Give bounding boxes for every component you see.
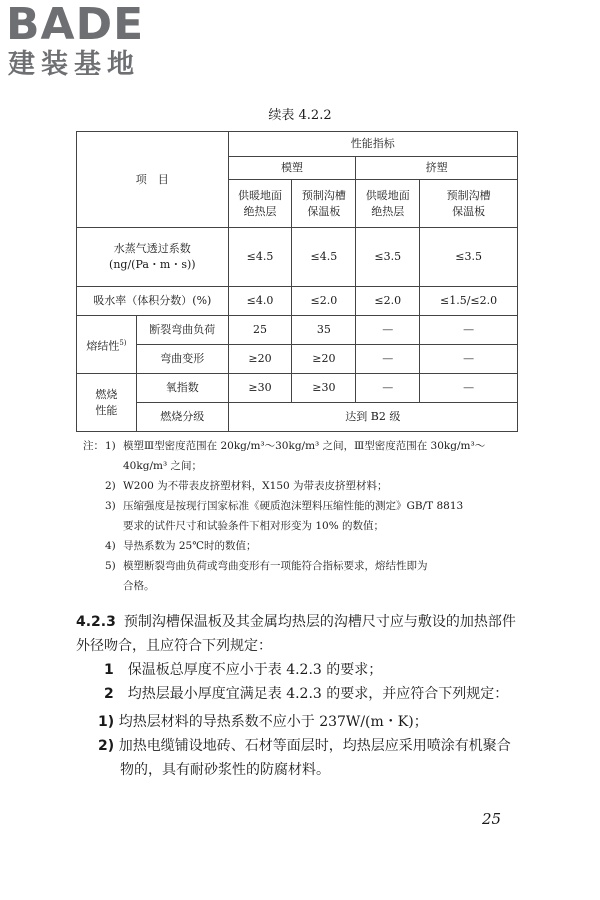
clause-text: 保温板总厚度不应小于表 4.2.3 的要求； bbox=[127, 662, 383, 678]
note-number: 1) bbox=[105, 440, 116, 452]
table-cell: — bbox=[356, 345, 420, 374]
clause-number: 2 bbox=[104, 686, 114, 702]
clause-item bbox=[76, 658, 518, 682]
group-sinter bbox=[77, 316, 137, 374]
table-cell: — bbox=[420, 374, 518, 403]
note-text: 模塑断裂弯曲负荷或弯曲变形有一项能符合指标要求，熔结性即为 合格。 bbox=[123, 560, 428, 592]
group-burn: 燃烧 性能 bbox=[77, 374, 137, 432]
note-number: 4) bbox=[105, 540, 116, 552]
table-caption: 续表 4.2.2 bbox=[268, 108, 332, 123]
body-text bbox=[76, 610, 518, 782]
table-cell: ≥30 bbox=[292, 374, 356, 403]
note-number: 2) bbox=[105, 480, 116, 492]
sub-header: 供暖地面 绝热层 bbox=[228, 180, 292, 228]
logo-text-cn: 建装基地 bbox=[8, 49, 140, 80]
table-cell: ≤4.5 bbox=[228, 228, 292, 287]
table-cell: ≤4.5 bbox=[292, 228, 356, 287]
subclause-number: 1) bbox=[98, 714, 115, 730]
note-number: 3) bbox=[105, 500, 116, 512]
subclause-item bbox=[76, 734, 518, 782]
table-cell: — bbox=[420, 345, 518, 374]
group-sinter-label: 熔结性 bbox=[86, 339, 120, 353]
subclause-item bbox=[76, 710, 518, 734]
note-text: 压缩强度是按现行国家标准《硬质泡沫塑料压缩性能的测定》GB/T 8813 要求的试件尺寸和试验条件下相对形变为 10% 的数值； bbox=[123, 500, 464, 532]
subclause-text: 加热电缆铺设地砖、石材等面层时，均热层应采用喷涂有机聚合物的，具有耐砂浆性的防腐材料。 bbox=[118, 738, 511, 778]
row-label-bend-load: 断裂弯曲负荷 bbox=[136, 316, 228, 345]
table-cell: ≥20 bbox=[228, 345, 292, 374]
table-cell: 25 bbox=[228, 316, 292, 345]
item-header: 项 目 bbox=[77, 132, 229, 228]
note-number: 5) bbox=[105, 560, 116, 572]
sub-header: 预制沟槽 保温板 bbox=[292, 180, 356, 228]
table-cell: — bbox=[420, 316, 518, 345]
table-cell: ≤1.5/≤2.0 bbox=[420, 287, 518, 316]
performance-table bbox=[76, 131, 518, 432]
clause-number: 1 bbox=[104, 662, 114, 678]
table-cell: ≤3.5 bbox=[420, 228, 518, 287]
table-cell: ≥30 bbox=[228, 374, 292, 403]
clause-item bbox=[76, 682, 518, 706]
sub-header: 预制沟槽 保温板 bbox=[420, 180, 518, 228]
note-item bbox=[83, 556, 523, 596]
note-item bbox=[83, 496, 523, 536]
row-label-burn-grade: 燃烧分级 bbox=[136, 403, 228, 432]
note-text: W200 为不带表皮挤塑材料，X150 为带表皮挤塑材料； bbox=[123, 480, 388, 492]
note-text: 模塑Ⅲ型密度范围在 20kg/m³～30kg/m³ 之间，Ⅲ型密度范围在 30kg/m³～ 40kg/m³ 之间； bbox=[123, 440, 486, 472]
row-label-oxygen: 氧指数 bbox=[136, 374, 228, 403]
group-extruded: 挤塑 bbox=[356, 157, 518, 180]
row-label-water: 吸水率（体积分数）(%) bbox=[77, 287, 229, 316]
note-text: 导热系数为 25℃时的数值； bbox=[123, 540, 257, 552]
section-text: 预制沟槽保温板及其金属均热层的沟槽尺寸应与敷设的加热部件外径吻合，且应符合下列规定： bbox=[76, 614, 516, 654]
logo-text-en: BADE bbox=[6, 0, 145, 50]
table-notes bbox=[83, 436, 523, 596]
table-cell: ≤3.5 bbox=[356, 228, 420, 287]
subclause-text: 均热层材料的导热系数不应小于 237W/(m・K)； bbox=[118, 714, 428, 730]
subclause-number: 2) bbox=[98, 738, 115, 754]
group-molded: 模塑 bbox=[228, 157, 356, 180]
table-cell: ≤4.0 bbox=[228, 287, 292, 316]
table-cell: — bbox=[356, 374, 420, 403]
clause-text: 均热层最小厚度宜满足表 4.2.3 的要求，并应符合下列规定： bbox=[127, 686, 509, 702]
table-cell: — bbox=[356, 316, 420, 345]
section-paragraph bbox=[76, 610, 518, 658]
perf-header: 性能指标 bbox=[228, 132, 517, 157]
row-label-vapor: 水蒸气透过系数 (ng/(Pa・m・s)) bbox=[77, 228, 229, 287]
section-number: 4.2.3 bbox=[76, 614, 116, 630]
sub-header: 供暖地面 绝热层 bbox=[356, 180, 420, 228]
bade-logo bbox=[6, 2, 181, 86]
group-sinter-note: 5) bbox=[119, 338, 127, 347]
table-cell: ≤2.0 bbox=[356, 287, 420, 316]
table-cell: ≤2.0 bbox=[292, 287, 356, 316]
burn-grade-value: 达到 B2 级 bbox=[228, 403, 517, 432]
row-label-bend-deform: 弯曲变形 bbox=[136, 345, 228, 374]
note-item bbox=[83, 436, 523, 476]
notes-label: 注： bbox=[83, 440, 104, 452]
note-item bbox=[83, 536, 523, 556]
table-cell: 35 bbox=[292, 316, 356, 345]
table-cell: ≥20 bbox=[292, 345, 356, 374]
page-number: 25 bbox=[482, 810, 502, 828]
note-item bbox=[83, 476, 523, 496]
